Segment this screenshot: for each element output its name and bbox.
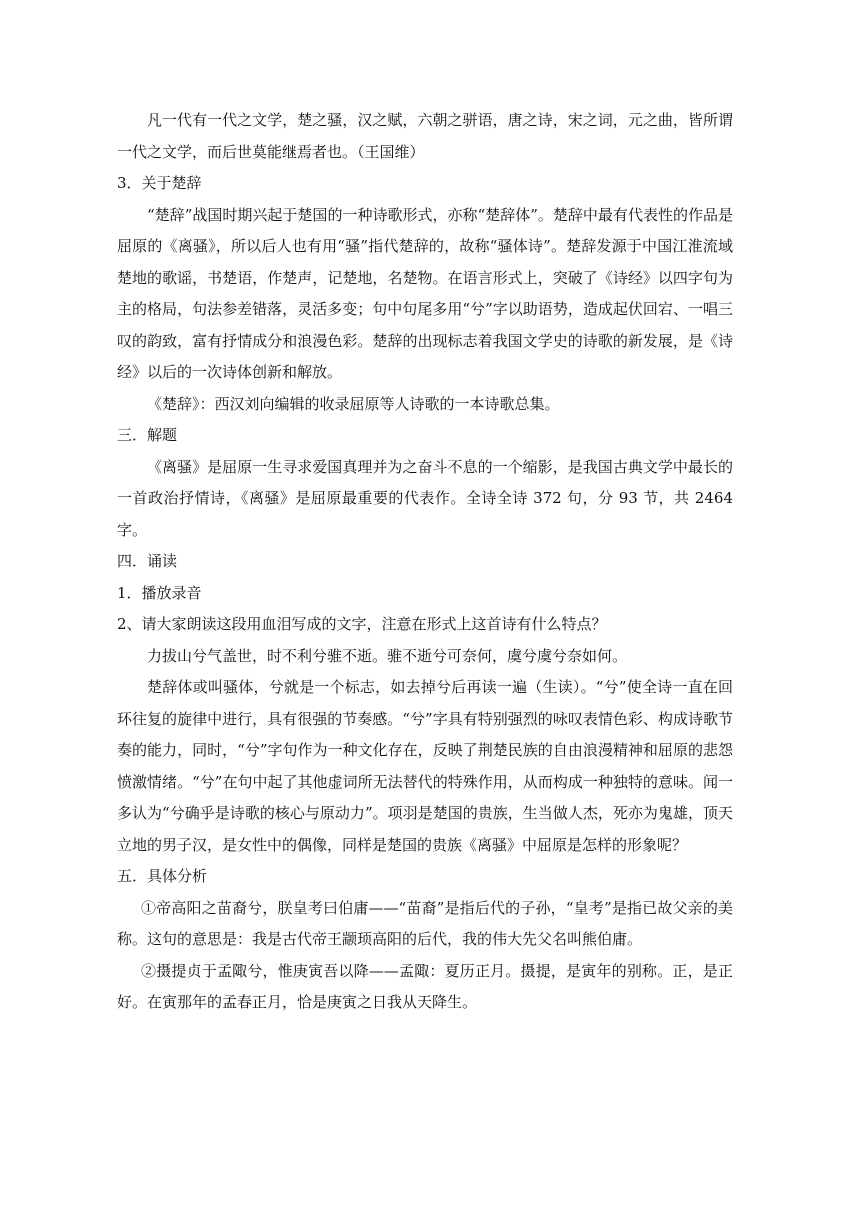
analysis-item-2: ②摄提贞于孟陬兮，惟庚寅吾以降——孟陬：夏历正月。摄提，是寅年的别称。正，是正好。在寅那年的孟春正月，恰是庚寅之日我从天降生。 [117, 961, 733, 1011]
jieti-paragraph: 《离骚》是屈原一生寻求爱国真理并为之奋斗不息的一个缩影，是我国古典文学中最长的一首政治抒情诗，《离骚》是屈原最重要的代表作。全诗全诗 372 句，分 93 节，共 2464 字。 [117, 457, 733, 539]
quote-paragraph: 凡一代有一代之文学，楚之骚，汉之赋，六朝之骈语，唐之诗，宋之词，元之曲，皆所谓一代之文学，而后世莫能继焉者也。（王国维） [117, 111, 733, 161]
chuci-paragraph: “楚辞”战国时期兴起于楚国的一种诗歌形式，亦称“楚辞体”。楚辞中最有代表性的作品是屈原的《离骚》，所以后人也有用“骚”指代楚辞的，故称“骚体诗”。楚辞发源于中国江淮流域楚地的歌谣，书楚语，作楚声，记楚地，名楚物。在语言形式上，突破了《诗经》以四字句为主的格局，句法参差错落，灵活多变；句中句尾多用“兮”字以助语势，造成起伏回宕、一唱三叹的韵致，富有抒情成分和浪漫色彩。楚辞的出现标志着我国文学史的诗歌的新发展，是《诗经》以后的一次诗体创新和解放。 [117, 205, 733, 381]
xi-paragraph: 楚辞体或叫骚体，兮就是一个标志，如去掉兮后再读一遍（生读）。“兮”使全诗一直在回环往复的旋律中进行，具有很强的节奏感。“兮”字具有特别强烈的咏叹表情色彩、构成诗歌节奏的能力，同时，“兮”字句作为一种文化存在，反映了荆楚民族的自由浪漫精神和屈原的悲怨愤激情绪。“兮”在句中起了其他虚词所无法替代的特殊作用，从而构成一种独特的意味。闻一多认为“兮确乎是诗歌的核心与原动力”。项羽是楚国的贵族，生当做人杰，死亦为鬼雄，顶天立地的男子汉，是女性中的偶像，同样是楚国的贵族《离骚》中屈原是怎样的形象呢？ [117, 678, 733, 854]
section-heading-fenxi: 五．具体分析 [117, 867, 208, 885]
section-heading-jieti: 三．解题 [117, 426, 178, 444]
section-heading-songdu: 四．诵读 [117, 552, 178, 570]
step-2: 2、请大家朗读这段用血泪写成的文字，注意在形式上这首诗有什么特点？ [117, 615, 607, 633]
step-1: 1．播放录音 [117, 583, 202, 602]
analysis-item-1: ①帝高阳之苗裔兮，朕皇考曰伯庸——“苗裔”是指后代的子孙，“皇考”是指已故父亲的美称。这句的意思是：我是古代帝王颛顼高阳的后代，我的伟大先父名叫熊伯庸。 [117, 898, 733, 948]
poem-line: 力拔山兮气盖世，时不利兮骓不逝。骓不逝兮可奈何，虞兮虞兮奈如何。 [147, 646, 628, 665]
section-heading-chuci: 3．关于楚辞 [117, 174, 202, 192]
document-page [117, 105, 733, 1019]
chuci-definition: 《楚辞》：西汉刘向编辑的收录屈原等人诗歌的一本诗歌总集。 [147, 394, 560, 413]
